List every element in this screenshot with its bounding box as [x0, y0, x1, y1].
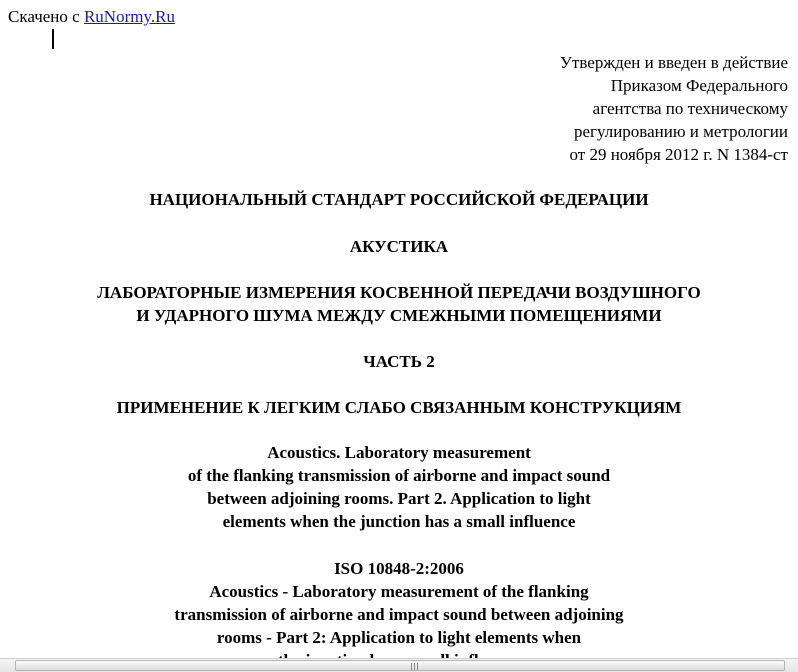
acoustics-text: АКУСТИКА — [349, 237, 449, 256]
source-line — [8, 5, 175, 28]
application-text: ПРИМЕНЕНИЕ К ЛЕГКИМ СЛАБО СВЯЗАННЫМ КОНСТРУКЦИЯМ — [116, 398, 682, 417]
iso-title-line: Acoustics - Laboratory measurement of the flanking — [209, 582, 589, 601]
approval-block — [560, 51, 788, 166]
english-title-line: Acoustics. Laboratory measurement — [267, 443, 531, 462]
english-title — [0, 441, 798, 533]
title-line: И УДАРНОГО ШУМА МЕЖДУ СМЕЖНЫМИ ПОМЕЩЕНИЯМИ — [136, 306, 662, 325]
approval-line: Приказом Федерального — [610, 76, 788, 95]
iso-title-line: rooms - Part 2: Application to light elements when — [216, 628, 582, 647]
text-cursor — [52, 29, 54, 49]
document-title — [0, 281, 798, 327]
approval-line: агентства по техническому — [592, 99, 788, 118]
scrollbar-thumb[interactable] — [15, 660, 785, 671]
source-link[interactable]: RuNormy.Ru — [83, 7, 175, 26]
title-line: ЛАБОРАТОРНЫЕ ИЗМЕРЕНИЯ КОСВЕННОЙ ПЕРЕДАЧИ ВОЗДУШНОГО — [97, 283, 701, 302]
approval-line: Утвержден и введен в действие — [559, 53, 788, 72]
grip-icon — [411, 663, 420, 670]
acoustics-heading — [0, 235, 798, 258]
part-heading — [0, 350, 798, 373]
iso-number: ISO 10848-2:2006 — [334, 559, 464, 578]
application-heading — [0, 396, 798, 419]
national-standard-heading — [0, 188, 798, 211]
english-title-line: elements when the junction has a small influence — [222, 512, 576, 531]
iso-title-line: transmission of airborne and impact sound between adjoining — [174, 605, 624, 624]
horizontal-scrollbar[interactable] — [0, 658, 798, 672]
part-text: ЧАСТЬ 2 — [363, 352, 435, 371]
iso-block — [0, 557, 798, 672]
approval-line: регулированию и метрологии — [573, 122, 788, 141]
english-title-line: of the flanking transmission of airborne and impact sound — [187, 466, 611, 485]
national-standard-text: НАЦИОНАЛЬНЫЙ СТАНДАРТ РОССИЙСКОЙ ФЕДЕРАЦИИ — [149, 190, 649, 209]
approval-line: от 29 ноября 2012 г. N 1384-ст — [569, 145, 788, 164]
english-title-line: between adjoining rooms. Part 2. Application to light — [207, 489, 591, 508]
source-prefix: Скачено с — [8, 7, 84, 26]
